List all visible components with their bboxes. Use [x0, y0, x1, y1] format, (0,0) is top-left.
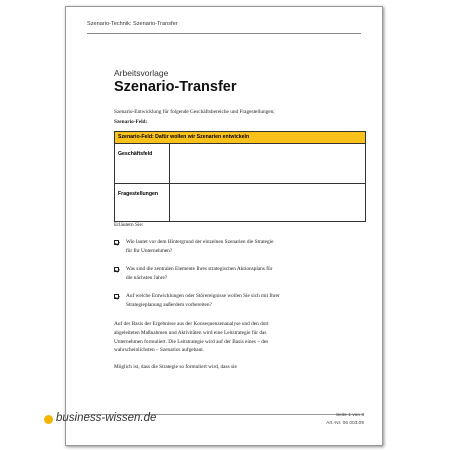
row-label-fragestellungen: Fragestellungen [115, 184, 170, 222]
page-info [326, 412, 364, 428]
table-row [115, 184, 366, 222]
document-page [65, 6, 383, 446]
question-line: für Ihr Unternehmen? [126, 247, 173, 254]
intro-text: Szenario-Entwicklung für folgende Geschäftsbereiche und Fragestellungen; [114, 109, 275, 115]
page-header: Szenario-Technik: Szenario-Transfer [87, 21, 178, 27]
logo-dot-icon [44, 415, 53, 424]
article-number: Art.-Nr. 06 003.09 [326, 421, 364, 426]
paragraph-line: Auf der Basis der Ergebnisse aus der Konsequenzenanalyse und den dort [114, 321, 269, 327]
question-line: Auf welche Entwicklungen oder Störereignisse wollen Sie sich mit Ihrer [126, 293, 280, 299]
paragraph-line: abgeleiteten Maßnahmen und Aktivitäten wird eine Leitstrategie für das [114, 329, 267, 336]
body-paragraph [114, 320, 350, 355]
footer-logo: business-wissen.de [56, 412, 157, 424]
row-label-geschaeftsfeld: Geschäftsfeld [115, 144, 170, 184]
table-header: Szenario-Feld: Dafür wollen wir Szenarien entwickeln [115, 132, 366, 144]
question-line: die nächsten Jahre? [126, 274, 168, 281]
checkbox-checked-icon [114, 240, 119, 245]
header-divider [87, 33, 361, 34]
paragraph-line: Unternehmen formuliert. Die Leitstrategie wird auf der Basis eines – des [114, 338, 269, 345]
document-kicker: Arbeitsvorlage [114, 68, 169, 78]
question-line: Strategieplanung außerdem vorbereiten? [126, 301, 212, 308]
page-number: Seite 1 von 3 [335, 413, 364, 418]
document-title: Szenario-Transfer [114, 79, 237, 95]
field-label: Szenario-Feld: [114, 119, 148, 125]
table-row [115, 144, 366, 184]
paragraph-line: wahrscheinlichsten – Szenarios aufgebaut. [114, 347, 205, 354]
scenario-table [114, 131, 366, 222]
question-line: Wie lautet vor dem Hintergrund der einzelnen Szenarien die Strategie [126, 239, 274, 245]
row-value-geschaeftsfeld[interactable] [170, 144, 366, 184]
checkbox-checked-icon [114, 294, 119, 299]
body-paragraph: Möglich ist, dass die Strategie so formuliert wird, dass sie [114, 364, 237, 370]
checkbox-checked-icon [114, 267, 119, 272]
row-value-fragestellungen[interactable] [170, 184, 366, 222]
question-line: Was sind die zentralen Elemente Ihres strategischen Aktionsplans für [126, 266, 273, 272]
explain-heading: Erläutern Sie: [114, 222, 144, 228]
